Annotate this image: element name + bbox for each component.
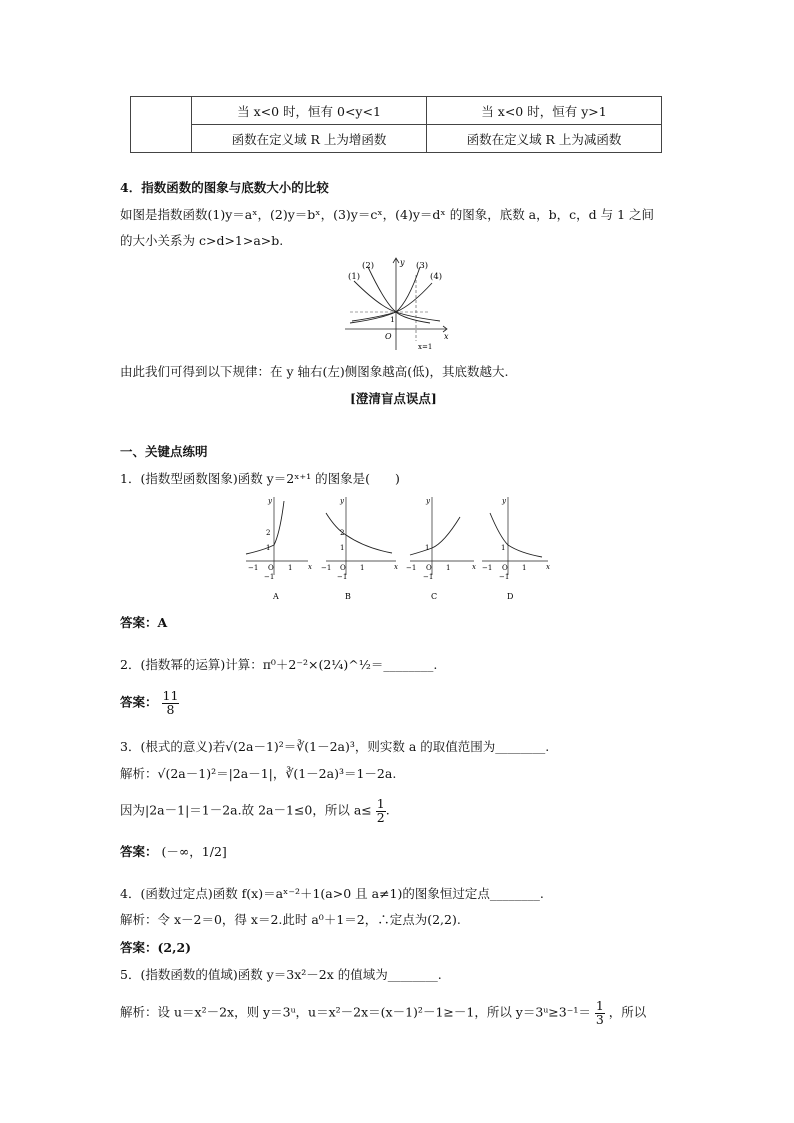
svg-text:1: 1 [340, 544, 345, 552]
svg-text:−1: −1 [423, 573, 434, 581]
svg-text:1: 1 [501, 544, 506, 552]
svg-text:2: 2 [340, 529, 345, 537]
q2-answer-denominator: 8 [166, 701, 175, 717]
graph-option-a [246, 497, 312, 601]
svg-text:−1: −1 [321, 564, 332, 572]
svg-text:y: y [426, 497, 430, 505]
q1-option-graphs [240, 493, 552, 603]
x-equals-one-label: x=1 [418, 343, 433, 351]
q3-analysis1: 解析：√(2a－1)²＝|2a－1|，∛(1－2a)³＝1－2a. [120, 766, 397, 781]
q5-third-fraction: $\frac{1}{3}$ [595, 998, 604, 1027]
exponential-curves-figure [340, 255, 455, 352]
graph-option-d [482, 497, 550, 601]
svg-text:O: O [340, 564, 346, 572]
svg-text:y: y [502, 497, 506, 505]
svg-text:−1: −1 [499, 573, 510, 581]
svg-text:x: x [472, 563, 476, 571]
q1-stem: 1．(指数型函数图象)函数 y＝2ˣ⁺¹ 的图象是( ) [120, 471, 400, 486]
q5-analysis-tail: ，所以 [608, 1004, 647, 1020]
section4-line1: 如图是指数函数(1)y＝aˣ，(2)y＝bˣ，(3)y＝cˣ，(4)y＝dˣ 的图象，底数 a，b，c，d 与 1 之间 [120, 207, 654, 222]
svg-text:y: y [268, 497, 272, 505]
svg-text:2: 2 [266, 529, 271, 537]
q3-answer [120, 842, 227, 860]
svg-text:−1: −1 [482, 564, 493, 572]
svg-text:x: x [308, 563, 312, 571]
option-label-d: D [507, 592, 514, 601]
q1-answer: 答案：A [120, 615, 168, 630]
curve-label-2: (2) [362, 261, 375, 271]
svg-text:1: 1 [360, 564, 365, 572]
q3-stem: 3．(根式的意义)若√(2a－1)²＝∛(1－2a)³，则实数 a 的取值范围为________. [120, 739, 550, 754]
option-label-b: B [345, 592, 351, 601]
q2-answer-fraction [162, 690, 180, 716]
y-one-label: 1 [390, 315, 395, 324]
svg-text:O: O [268, 564, 274, 572]
x-axis-label: x [444, 332, 449, 341]
q2-answer [120, 690, 179, 716]
svg-text:1: 1 [425, 544, 430, 552]
properties-table [130, 96, 662, 153]
svg-text:−1: −1 [337, 573, 348, 581]
table-cell-increasing: 函数在定义域 R 上为增函数 [192, 125, 427, 153]
q2-stem: 2．(指数幂的运算)计算：π⁰＋2⁻²×(2¼)^½＝________. [120, 657, 438, 672]
curve-label-4: (4) [430, 272, 443, 282]
table-cell-decreasing-range: 当 x<0 时，恒有 y>1 [427, 97, 662, 125]
banner-clarify: [澄清盲点误点] [350, 391, 437, 406]
graph-option-c [406, 497, 476, 601]
table-blank-cell [131, 97, 192, 153]
svg-text:1: 1 [288, 564, 293, 572]
svg-text:x: x [546, 563, 550, 571]
option-label-c: C [431, 592, 438, 601]
svg-text:y: y [340, 497, 344, 505]
y-axis-label: y [400, 258, 405, 267]
section4-line2: 的大小关系为 c>d>1>a>b. [120, 233, 284, 248]
svg-text:1: 1 [266, 544, 271, 552]
table-cell-increasing-range: 当 x<0 时，恒有 0<y<1 [192, 97, 427, 125]
svg-text:x: x [394, 563, 398, 571]
table-cell-decreasing: 函数在定义域 R 上为减函数 [427, 125, 662, 153]
q3-analysis2: 因为|2a－1|＝1－2a.故 2a－1≤0，所以 a≤ $\frac{1}{2}$ . [120, 796, 390, 825]
curve-label-1: (1) [348, 272, 361, 282]
svg-text:O: O [426, 564, 432, 572]
svg-text:−1: −1 [264, 573, 275, 581]
part1-title: 一、关键点练明 [120, 444, 208, 459]
svg-text:O: O [502, 564, 508, 572]
svg-text:1: 1 [522, 564, 527, 572]
q5-analysis-text: 解析：设 u＝x²－2x，则 y＝3ᵘ，u＝x²－2x＝(x－1)²－1≥－1，所以 y＝3ᵘ≥3⁻¹＝ [120, 1004, 591, 1020]
q3-half-fraction: $\frac{1}{2}$ [376, 796, 385, 825]
section4-rule: 由此我们可得到以下规律：在 y 轴右(左)侧图象越高(低)，其底数越大. [120, 364, 509, 379]
q3-answer-label: 答案： [120, 844, 158, 859]
origin-label: O [385, 332, 392, 341]
q3-analysis2-text: 因为|2a－1|＝1－2a.故 2a－1≤0，所以 a≤ [120, 802, 372, 818]
svg-text:−1: −1 [248, 564, 259, 572]
section4-heading: 4．指数函数的图象与底数大小的比较 [120, 180, 329, 195]
q5-analysis [120, 1000, 646, 1026]
option-label-a: A [273, 592, 279, 601]
q5-stem: 5．(指数函数的值域)函数 y＝3x²－2x 的值域为________. [120, 967, 442, 982]
curve-label-3: (3) [416, 261, 429, 271]
q4-stem: 4．(函数过定点)函数 f(x)＝aˣ⁻²＋1(a>0 且 a≠1)的图象恒过定点________. [120, 886, 544, 901]
q4-analysis: 解析：令 x－2＝0，得 x＝2.此时 a⁰＋1＝2，∴定点为(2,2). [120, 912, 461, 927]
graph-option-b [321, 497, 398, 601]
q3-answer-text: (－∞，1/2] [161, 844, 227, 859]
q2-answer-numerator: 11 [162, 688, 179, 703]
q2-answer-label: 答案： [120, 694, 158, 710]
svg-text:1: 1 [446, 564, 451, 572]
q4-answer: 答案：(2,2) [120, 940, 192, 955]
svg-text:−1: −1 [406, 564, 417, 572]
